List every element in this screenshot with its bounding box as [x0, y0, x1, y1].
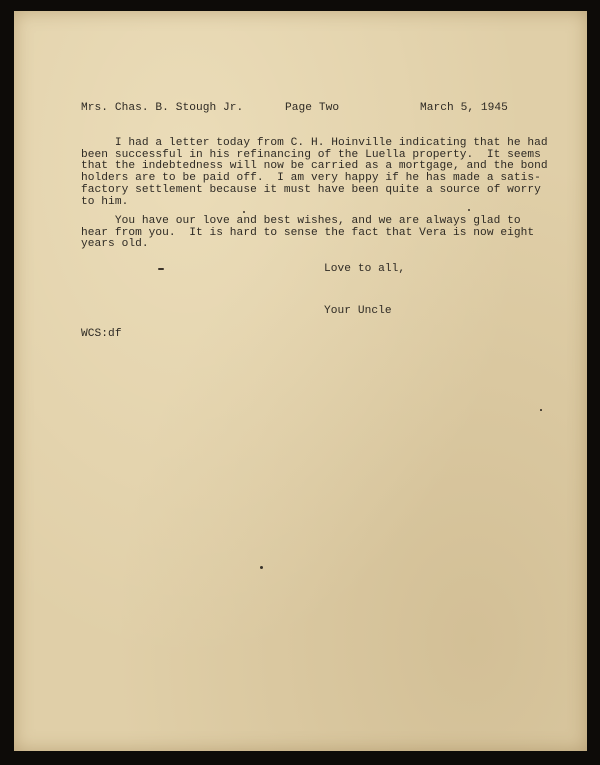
paper-speck: [243, 211, 245, 213]
letter-date: March 5, 1945: [420, 102, 508, 114]
signoff-line: Your Uncle: [324, 305, 392, 317]
body-paragraph-1: I had a letter today from C. H. Hoinville indicating that he had been successful in his refinancing of the Luella property. It seems that the indebtedness will now be carried as a mortgage, and the bond holders are to be paid off. I am very happy if he has made a satis- factory settlement because it must have been quite a source of worry to him.: [81, 137, 548, 208]
paper-speck: [540, 409, 542, 411]
letter-paper: [14, 11, 587, 751]
typist-initials: WCS:df: [81, 328, 122, 340]
paper-speck: [468, 209, 470, 211]
paper-speck: [158, 268, 164, 270]
page-number: Page Two: [285, 102, 340, 114]
closing-line: Love to all,: [324, 263, 406, 275]
paper-speck: [260, 566, 263, 569]
body-paragraph-2: You have our love and best wishes, and we are always glad to hear from you. It is hard to sense the fact that Vera is now eight years old.: [81, 215, 535, 251]
letter-recipient: Mrs. Chas. B. Stough Jr.: [81, 102, 244, 114]
